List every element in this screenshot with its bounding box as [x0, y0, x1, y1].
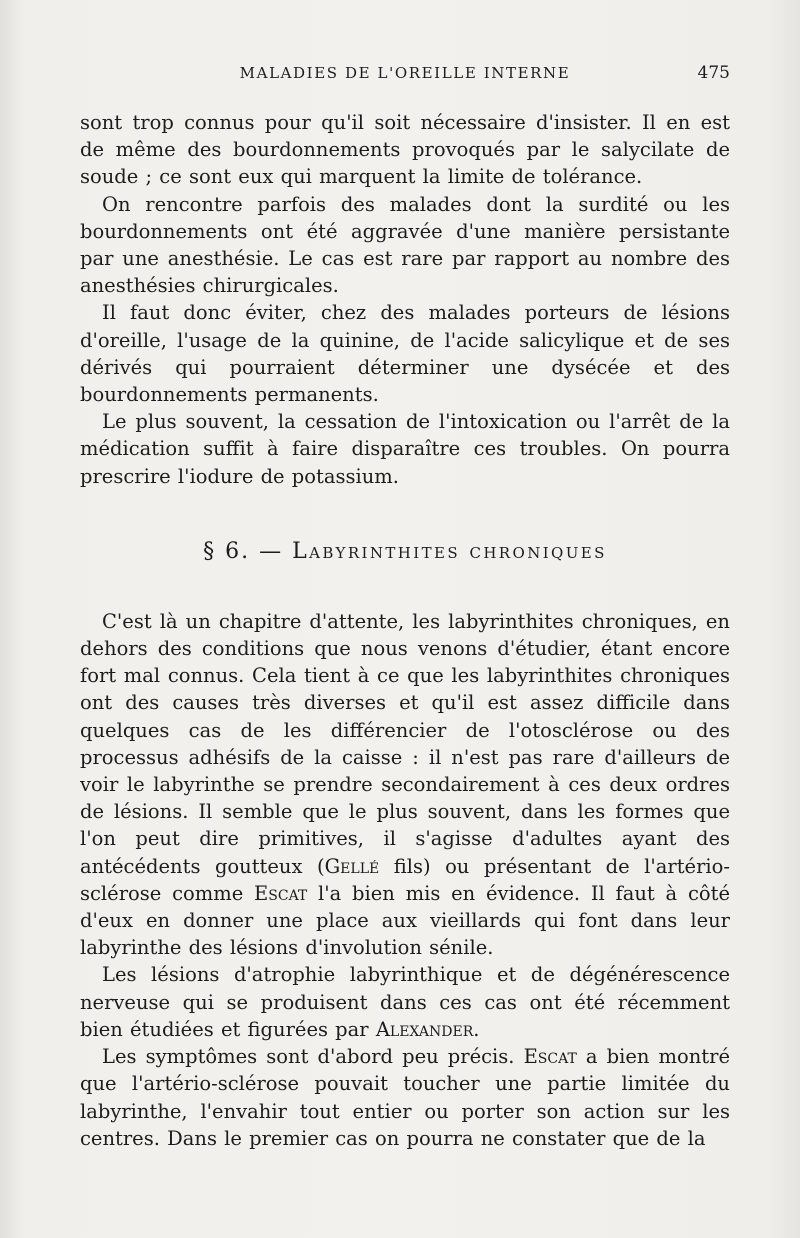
paragraph-symptoms [80, 1043, 730, 1152]
text-run: a bien montré que l'artério-sclérose pouvait toucher une partie limitée du labyrinthe, l'envahir tout entier ou porter son action sur les centres. Dans le premier cas on pourra ne constater que de la [80, 1045, 730, 1150]
author-name-escat: Escat [254, 881, 308, 905]
running-title: MALADIES DE L'OREILLE INTERNE [239, 64, 571, 82]
text-run: C'est là un chapitre d'attente, les labyrinthites chroniques, en dehors des conditions que nous venons d'étudier, étant encore fort mal connus. Cela tient à ce que les labyrinthites chroniques ont des causes très diverses et qu'il est assez difficile dans quelques cas de les différencier de l'otosclérose ou des processus adhésifs de la caisse : il n'est pas rare d'ailleurs de voir le labyrinthe se prendre secondairement à ces deux ordres de lésions. Il semble que le plus souvent, dans les formes que l'on peut dire primitives, il s'agisse d'adultes ayant des antécédents goutteux ( [80, 609, 730, 878]
paragraph-avoidance: Il faut donc éviter, chez des malades porteurs de lésions d'oreille, l'usage de la quinine, de l'acide salicylique et de ses dérivés qui pourraient déterminer une dysécée et des bourdonnements permanents. [80, 301, 730, 407]
body-text [80, 109, 730, 1152]
section-heading [80, 490, 730, 608]
text-run: Les lésions d'atrophie labyrinthique et de dégénérescence nerveuse qui se produisent dans ces cas ont été récemment bien étudiées et figurées par [80, 963, 730, 1041]
text-run: . [473, 1017, 480, 1041]
text-run: Les symptômes sont d'abord peu précis. [102, 1045, 524, 1069]
section-number: § 6. — [203, 538, 284, 564]
author-name-alexander: Alexander [375, 1017, 474, 1041]
paragraph-atrophy-lesions [80, 961, 730, 1043]
paragraph-treatment: Le plus souvent, la cessation de l'intoxication ou l'arrêt de la médication suffit à faire disparaître ces troubles. On pourra prescrire l'iodure de potassium. [80, 410, 730, 488]
text-run: l'a bien mis en évidence. Il faut à côté d'eux en donner une place aux vieillards qui font dans leur labyrinthe des lésions d'involution sénile. [80, 881, 730, 960]
paragraph-anesthesia: On rencontre parfois des malades dont la surdité ou les bourdonnements ont été aggravée d'une manière persistante par une anesthésie. Le cas est rare par rapport au nombre des anesthésies chirurgicales. [80, 192, 730, 298]
paragraph-continuation: sont trop connus pour qu'il soit nécessaire d'insister. Il en est de même des bourdonnements provoqués par le salycilate de soude ; ce sont eux qui marquent la limite de tolérance. [80, 111, 730, 189]
page-number: 475 [697, 63, 730, 83]
running-header [80, 64, 730, 88]
paragraph-chronic-labyrinthitis [80, 608, 730, 962]
text-run: fils) ou présentant de l'artério-sclérose comme [80, 854, 730, 905]
section-title: Labyrinthites chroniques [292, 538, 607, 564]
author-name-gelle: Gellé [324, 854, 380, 878]
author-name-escat: Escat [523, 1045, 577, 1069]
